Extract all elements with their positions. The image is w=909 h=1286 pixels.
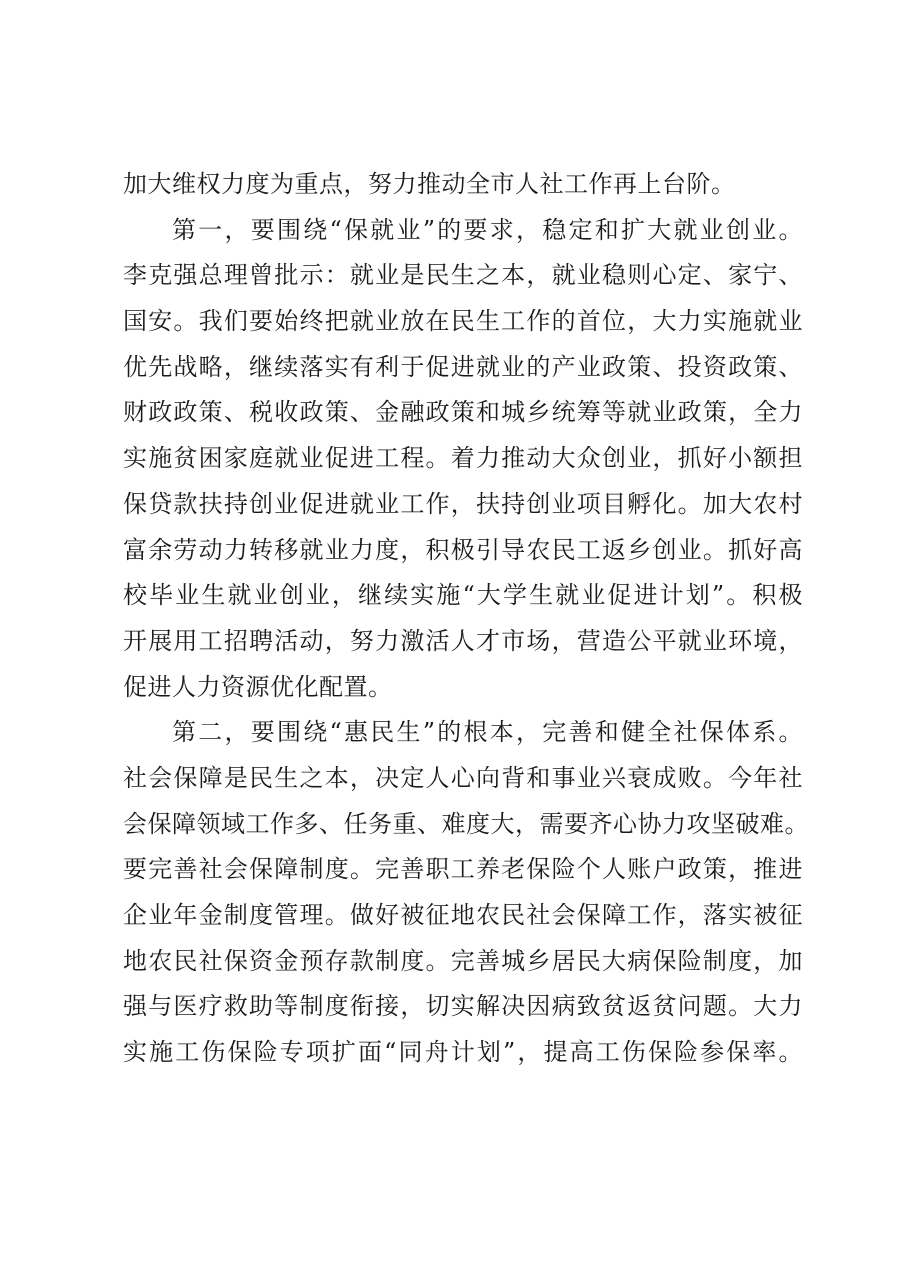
text-line: 企业年金制度管理。做好被征地农民社会保障工作，落实被征 <box>123 901 803 929</box>
text-line: 要完善社会保障制度。完善职工养老保险个人账户政策，推进 <box>123 855 803 884</box>
text-line: 优先战略，继续落实有利于促进就业的产业政策、投资政策、 <box>123 352 803 381</box>
text-line: 开展用工招聘活动，努力激活人才市场，营造公平就业环境， <box>123 626 803 655</box>
text-line: 加大维权力度为重点，努力推动全市人社工作再上台阶。 <box>123 170 736 198</box>
text-line: 李克强总理曾批示：就业是民生之本，就业稳则心定、家宁、 <box>123 261 803 290</box>
text-line: 会保障领域工作多、任务重、难度大，需要齐心协力攻坚破难。 <box>123 809 809 838</box>
text-line: 强与医疗救助等制度衔接，切实解决因病致贫返贫问题。大力 <box>123 992 803 1021</box>
paragraph-heading-1: 第一，要围绕“保就业”的要求，稳定和扩大就业创业。 <box>172 215 803 244</box>
paragraph-heading-2: 第二，要围绕“惠民生”的根本，完善和健全社保体系。 <box>172 718 803 747</box>
text-line: 富余劳动力转移就业力度，积极引导农民工返乡创业。抓好高 <box>123 535 803 564</box>
text-line: 校毕业生就业创业，继续实施“大学生就业促进计划”。积极 <box>123 581 803 610</box>
text-line: 国安。我们要始终把就业放在民生工作的首位，大力实施就业 <box>123 307 803 336</box>
text-line: 实施贫困家庭就业促进工程。着力推动大众创业，抓好小额担 <box>123 444 803 473</box>
document-body <box>123 162 809 1076</box>
text-line: 实施工伤保险专项扩面“同舟计划”，提高工伤保险参保率。 <box>123 1038 803 1067</box>
text-line: 促进人力资源优化配置。 <box>123 672 393 701</box>
text-line: 社会保障是民生之本，决定人心向背和事业兴衰成败。今年社 <box>123 763 803 792</box>
text-line: 保贷款扶持创业促进就业工作，扶持创业项目孵化。加大农村 <box>123 489 803 518</box>
text-line: 地农民社保资金预存款制度。完善城乡居民大病保险制度，加 <box>123 946 803 975</box>
text-line: 财政政策、税收政策、金融政策和城乡统筹等就业政策，全力 <box>123 398 803 427</box>
